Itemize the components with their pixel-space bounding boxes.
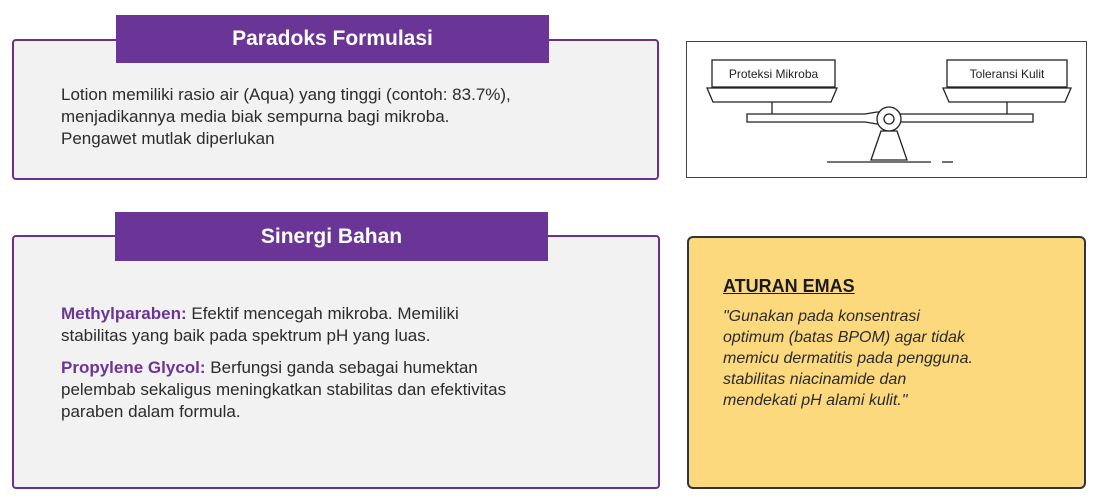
- left-pan-label: Proteksi Mikroba: [728, 67, 819, 81]
- paradoks-line: Lotion memiliki rasio air (Aqua) yang tinggi (contoh: 83.7%),: [61, 85, 511, 104]
- paradoks-line: Pengawet mutlak diperlukan: [61, 129, 275, 148]
- right-pan: [943, 88, 1071, 102]
- quote-line: memicu dermatitis pada pengguna.: [723, 350, 973, 367]
- item-text: Berfungsi ganda sebagai humektan: [205, 358, 478, 377]
- sinergi-title: Sinergi Bahan: [115, 212, 548, 261]
- paradoks-line: menjadikannya media biak sempurna bagi mikroba.: [61, 107, 450, 126]
- balance-scale-icon: [687, 42, 1086, 177]
- item-text: stabilitas yang baik pada spektrum pH yang luas.: [61, 326, 431, 345]
- item-text: pelembab sekaligus meningkatkan stabilitas dan efektivitas: [61, 380, 507, 399]
- quote-line: stabilitas niacinamide dan: [723, 371, 907, 388]
- paradoks-title: Paradoks Formulasi: [116, 15, 549, 63]
- paradoks-text: [61, 84, 651, 150]
- sinergi-item-propylene-glycol: [61, 357, 651, 423]
- quote-line: mendekati pH alami kulit.": [723, 392, 908, 409]
- sinergi-text: [61, 303, 651, 423]
- quote-line: optimum (batas BPOM) agar tidak: [723, 329, 965, 346]
- scale-stand: [871, 131, 907, 160]
- sinergi-item-methylparaben: [61, 303, 651, 347]
- balance-scale-diagram: [686, 41, 1087, 178]
- aturan-emas-quote: [723, 306, 1073, 411]
- item-text: Efektif mencegah mikroba. Memiliki: [186, 304, 459, 323]
- item-text: paraben dalam formula.: [61, 402, 241, 421]
- right-pan-label: Toleransi Kulit: [969, 67, 1045, 81]
- aturan-emas-title: ATURAN EMAS: [723, 276, 855, 296]
- term-methylparaben: Methylparaben:: [61, 304, 187, 323]
- left-pan: [707, 88, 837, 102]
- quote-line: "Gunakan pada konsentrasi: [723, 308, 920, 325]
- term-propylene-glycol: Propylene Glycol:: [61, 358, 206, 377]
- aturan-emas-box: [687, 236, 1086, 489]
